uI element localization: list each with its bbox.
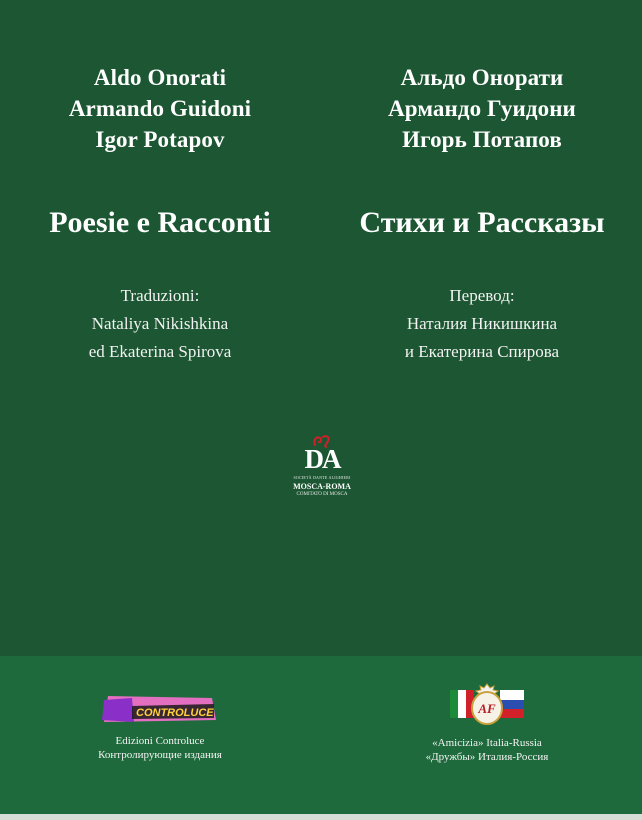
- translator-name: и Екатерина Спирова: [404, 342, 560, 361]
- controluce-logo: [102, 694, 218, 724]
- title-italian-block: [0, 205, 320, 241]
- controluce-logo-text: CONTROLUCE: [136, 707, 214, 719]
- emblem-monogram: DA: [304, 444, 340, 474]
- translator-name: Nataliya Nikishkina: [91, 314, 229, 333]
- italy-russia-friendship-logo: [448, 682, 526, 726]
- translation-label: Traduzioni:: [120, 286, 200, 305]
- friendship-association-name: [386, 736, 588, 764]
- publisher-name: [60, 734, 260, 762]
- authors-italian: [0, 62, 320, 155]
- translator-name: Наталия Никишкина: [406, 314, 558, 333]
- translation-credits-italian: [0, 282, 320, 366]
- publisher-band: [0, 656, 642, 820]
- translator-name: ed Ekaterina Spirova: [88, 342, 232, 361]
- publisher-name-russian: Контролирующие издания: [98, 749, 222, 761]
- friendship-name-russian: «Дружбы» Италия-Россия: [425, 751, 549, 763]
- friendship-name-italian: «Amicizia» Italia-Russia: [432, 737, 542, 749]
- translation-credits-russian: [322, 282, 642, 366]
- author-name: Igor Potapov: [95, 127, 225, 152]
- title-russian: Стихи и Рассказы: [359, 206, 605, 239]
- title-russian-block: [322, 205, 642, 241]
- friendship-monogram: AF: [478, 701, 496, 716]
- dante-society-emblem: [286, 434, 358, 504]
- author-name: Aldo Onorati: [93, 65, 227, 90]
- page-edge: [0, 814, 642, 820]
- title-italian: Poesie e Racconti: [49, 206, 271, 239]
- emblem-society-name: SOCIETÀ DANTE ALIGHIERI: [293, 475, 351, 480]
- author-name: Игорь Потапов: [402, 127, 562, 152]
- author-name: Armando Guidoni: [68, 96, 252, 121]
- author-name: Армандо Гуидони: [388, 96, 576, 121]
- translation-label: Перевод:: [449, 286, 515, 305]
- emblem-committee: COMITATO DI MOSCA: [296, 492, 348, 497]
- emblem-city: MOSCA-ROMA: [293, 482, 351, 491]
- author-name: Альдо Онорати: [400, 65, 564, 90]
- authors-russian: [322, 62, 642, 155]
- publisher-name-italian: Edizioni Controluce: [115, 735, 205, 747]
